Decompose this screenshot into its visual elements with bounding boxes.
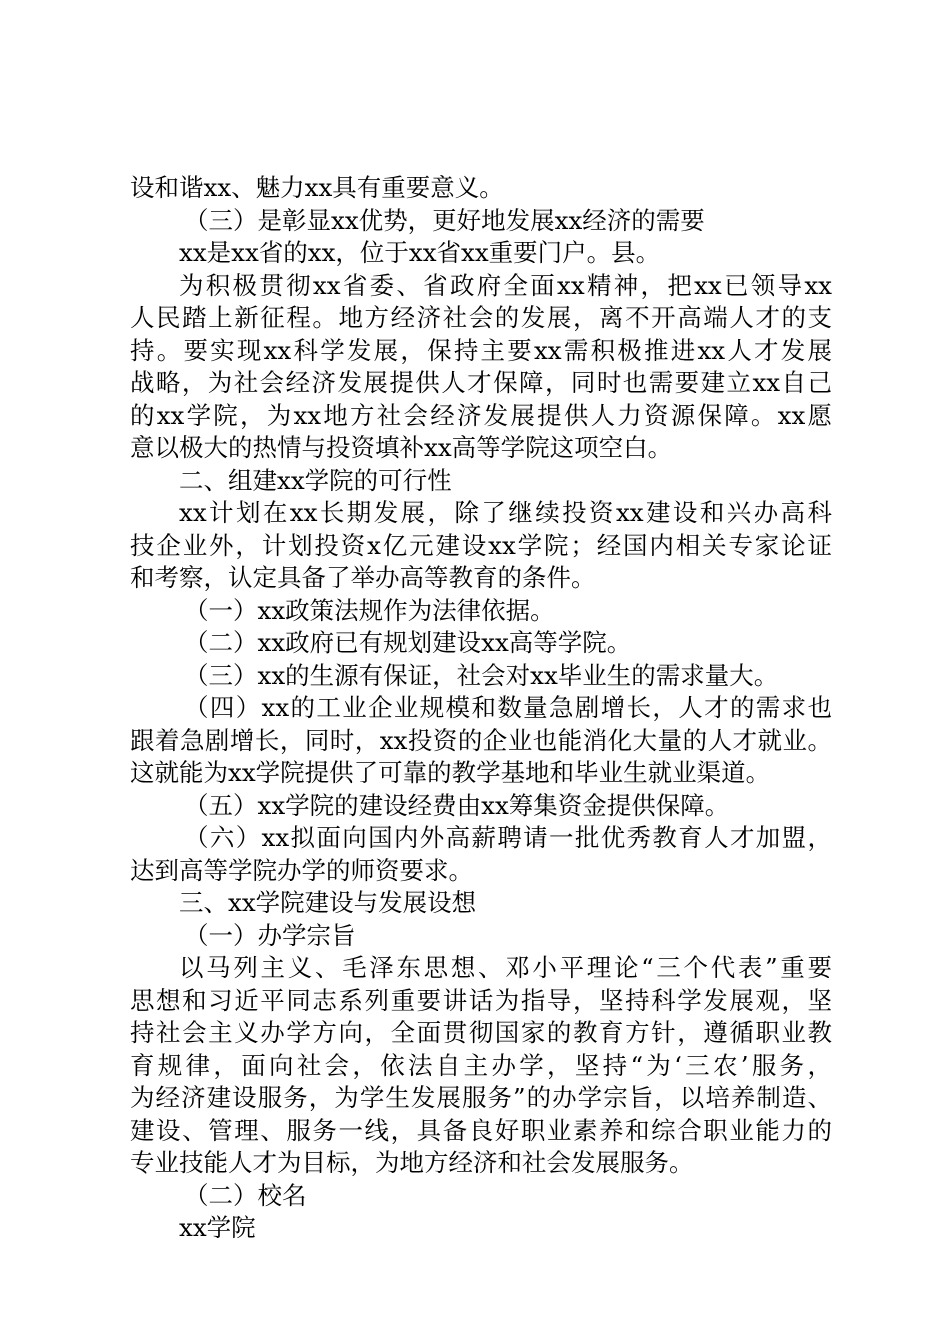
- text-line: 三、xx学院建设与发展设想: [179, 888, 477, 917]
- text-line: （六）xx拟面向国内外高薪聘请一批优秀教育人才加盟，: [184, 823, 832, 852]
- text-line: 达到高等学院办学的师资要求。: [130, 855, 473, 885]
- text-line: （四）xx的工业企业规模和数量急剧增长，人才的需求也: [184, 693, 832, 722]
- text-line: xx是xx省的xx，位于xx省xx重要门户。县。: [179, 238, 661, 267]
- text-line: xx学院: [179, 1213, 256, 1242]
- text-line: 战略，为社会经济发展提供人才保障，同时也需要建立xx自己: [130, 368, 832, 397]
- text-line: 持。要实现xx科学发展，保持主要xx需积极推进xx人才发展: [130, 335, 832, 365]
- text-line: 这就能为xx学院提供了可靠的教学基地和毕业生就业渠道。: [130, 758, 771, 787]
- text-line: 技企业外，计划投资x亿元建设xx学院；经国内相关专家论证: [130, 530, 832, 560]
- text-line: 跟着急剧增长，同时，xx投资的企业也能消化大量的人才就业。: [130, 725, 832, 755]
- text-line: 建设、管理、服务一线，具备良好职业素养和综合职业能力的: [130, 1115, 832, 1145]
- text-line: （三）xx的生源有保证，社会对xx毕业生的需求量大。: [184, 660, 779, 690]
- text-line: （二）xx政府已有规划建设xx高等学院。: [184, 628, 632, 657]
- text-line: 的xx学院，为xx地方社会经济发展提供人力资源保障。xx愿: [130, 400, 832, 430]
- text-line: （一）xx政策法规作为法律依据。: [184, 595, 555, 625]
- text-line: （一）办学宗旨: [184, 920, 356, 950]
- text-line: xx计划在xx长期发展，除了继续投资xx建设和兴办高科: [179, 498, 832, 527]
- text-line: 意以极大的热情与投资填补xx高等学院这项空白。: [130, 433, 673, 462]
- text-line: （二）校名: [184, 1180, 307, 1210]
- text-line: 思想和习近平同志系列重要讲话为指导，坚持科学发展观，坚: [130, 985, 832, 1015]
- text-line: 持社会主义办学方向，全面贯彻国家的教育方针，遵循职业教: [130, 1018, 832, 1047]
- text-line: 为经济建设服务，为学生发展服务”的办学宗旨，以培养制造、: [130, 1083, 832, 1112]
- text-line: 设和谐xx、魅力xx具有重要意义。: [130, 173, 504, 202]
- text-line: （三）是彰显xx优势，更好地发展xx经济的需要: [184, 205, 705, 235]
- document-page: [130, 172, 832, 1245]
- text-line: 育规律，面向社会，依法自主办学，坚持“为‘三农’服务，: [130, 1050, 832, 1080]
- text-line: 人民踏上新征程。地方经济社会的发展，离不开高端人才的支: [130, 303, 832, 332]
- text-line: 二、组建xx学院的可行性: [179, 465, 452, 495]
- text-line: 以马列主义、毛泽东思想、邓小平理论“三个代表”重要: [179, 953, 832, 982]
- text-line: 专业技能人才为目标，为地方经济和社会发展服务。: [130, 1148, 694, 1177]
- text-line: （五）xx学院的建设经费由xx筹集资金提供保障。: [184, 790, 730, 820]
- text-line: 为积极贯彻xx省委、省政府全面xx精神，把xx已领导xx: [179, 270, 832, 300]
- text-line: 和考察，认定具备了举办高等教育的条件。: [130, 563, 596, 592]
